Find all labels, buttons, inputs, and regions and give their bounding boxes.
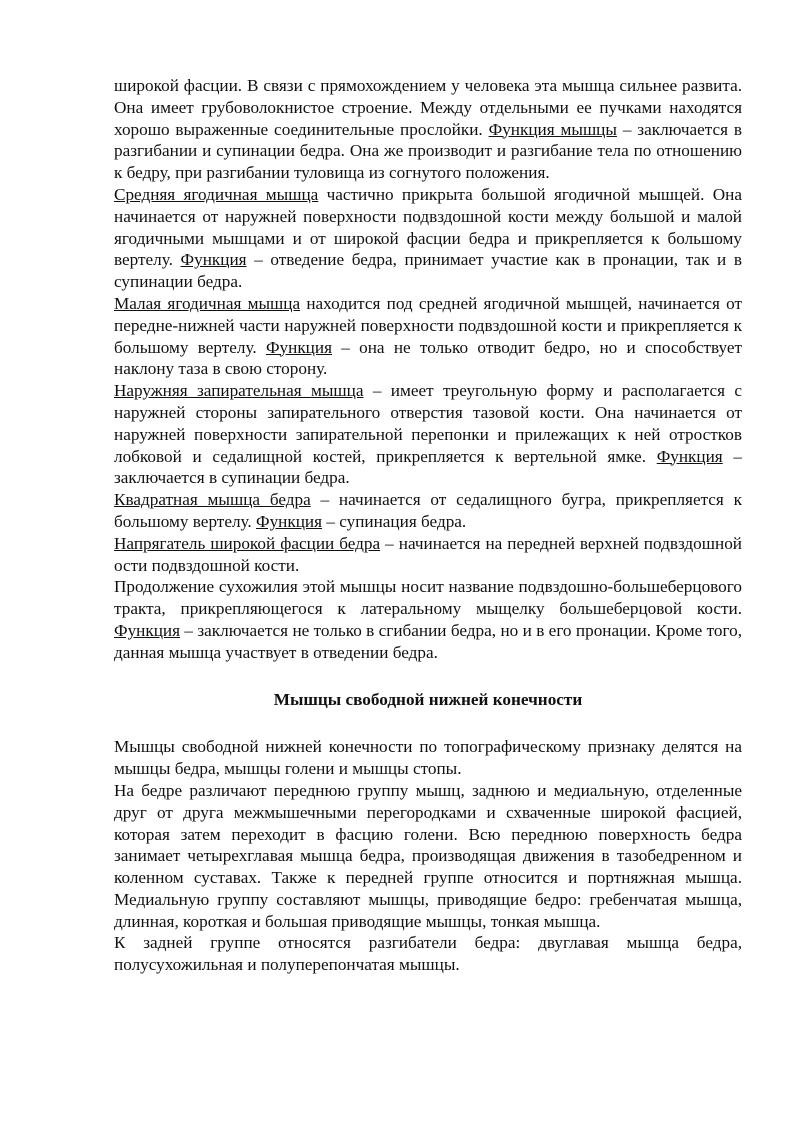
paragraph-text: – супинация бедра. (322, 511, 467, 531)
paragraph-p5 (114, 489, 742, 533)
paragraphs-top (114, 75, 742, 664)
underlined-term: Напрягатель широкой фасции бедра (114, 533, 381, 553)
paragraph-text: широкой фасции. В связи с прямохождением у человека эта мышца сильнее развита. Она имеет грубоволокнистое строение. Между отдельными ее пучками находятся хорошо выраженные соединительные прослойки. (114, 76, 742, 139)
paragraph-p7 (114, 576, 742, 663)
paragraph-text: – заключается в супинации бедра. (114, 446, 743, 488)
paragraph-text: – она не только отводит бедро, но и способствует наклону таза в свою сторону. (114, 337, 742, 379)
section-heading: Мышцы свободной нижней конечности (273, 689, 583, 709)
paragraph-text: Продолжение сухожилия этой мышцы носит название подвздошно-большеберцового тракта, прикрепляющегося к латеральному мыщелку большеберцовой кости. (114, 577, 742, 619)
paragraph-text: – заключается не только в сгибании бедра, но и в его пронации. Кроме того, данная мышца участвует в отведении бедра. (114, 620, 742, 662)
paragraph-p4 (114, 380, 742, 489)
paragraph-p8 (114, 736, 742, 780)
paragraph-p10 (114, 932, 742, 976)
paragraph-p6 (114, 533, 742, 577)
underlined-term: Наружняя запирательная мышца (114, 381, 364, 401)
underlined-term: Средняя ягодичная мышца (114, 184, 319, 204)
underlined-term: Квадратная мышца бедра (114, 490, 311, 510)
paragraph-text: К задней группе относятся разгибатели бедра: двуглавая мышца бедра, полусухожильная и полуперепончатая мышцы. (114, 933, 742, 975)
paragraph-text: – начинается от седалищного бугра, прикрепляется к большому вертелу. (114, 490, 742, 531)
paragraph-p3 (114, 293, 742, 380)
underlined-term: Малая ягодичная мышца (114, 293, 301, 313)
paragraph-text: – начинается на передней верхней подвздошной ости подвздошной кости. (114, 533, 742, 575)
document-body (114, 75, 742, 976)
paragraph-text: – имеет треугольную форму и располагается с наружней стороны запирательного отверстия тазовой кости. Она начинается от наружней поверхности запирательной перепонки и прилежащих к ней отростков лобковой и седалищной костей, прикрепляется к вертельной ямке. (114, 381, 742, 466)
paragraph-text: На бедре различают переднюю группу мышц, заднюю и медиальную, отделенные друг от друга межмышечными перегородками и схваченные широкой фасцией, которая затем переходит в фасцию голени. Всю переднюю поверхность бедра занимает четырехглавая мышца бедра, производящая движения в тазобедренном и коленном суставах. Также к передней группе относится и портняжная мышца. Медиальную группу составляют мышцы, приводящие бедро: гребенчатая мышца, длинная, короткая и большая приводящие мышцы, тонкая мышца. (114, 780, 742, 931)
underlined-term: Функция (256, 511, 323, 531)
underlined-term: Функция мышцы (488, 119, 617, 139)
underlined-term: Функция (656, 446, 723, 466)
paragraph-p2 (114, 184, 742, 293)
underlined-term: Функция (265, 337, 332, 357)
paragraph-p9 (114, 780, 742, 933)
paragraph-p1 (114, 75, 742, 184)
underlined-term: Функция (114, 620, 181, 640)
underlined-term: Функция (180, 250, 247, 270)
paragraphs-bottom (114, 736, 742, 976)
paragraph-text: частично прикрыта большой ягодичной мышцей. Она начинается от наружней поверхности подвздошной кости между большой и малой ягодичными мышцами и от широкой фасции бедра и прикрепляется к большому вертелу. (114, 184, 742, 270)
paragraph-text: – заключается в разгибании и супинации бедра. Она же производит и разгибание тела по отношению к бедру, при разгибании туловища из согнутого положения. (114, 119, 742, 183)
paragraph-text: – отведение бедра, принимает участие как в пронации, так и в супинации бедра. (114, 250, 742, 292)
paragraph-text: Мышцы свободной нижней конечности по топографическому признаку делятся на мышцы бедра, мышцы голени и мышцы стопы. (114, 737, 742, 779)
paragraph-text: находится под средней ягодичной мышцей, начинается от передне-нижней части наружней поверхности подвздошной кости и прикрепляется к большому вертелу. (114, 293, 743, 357)
